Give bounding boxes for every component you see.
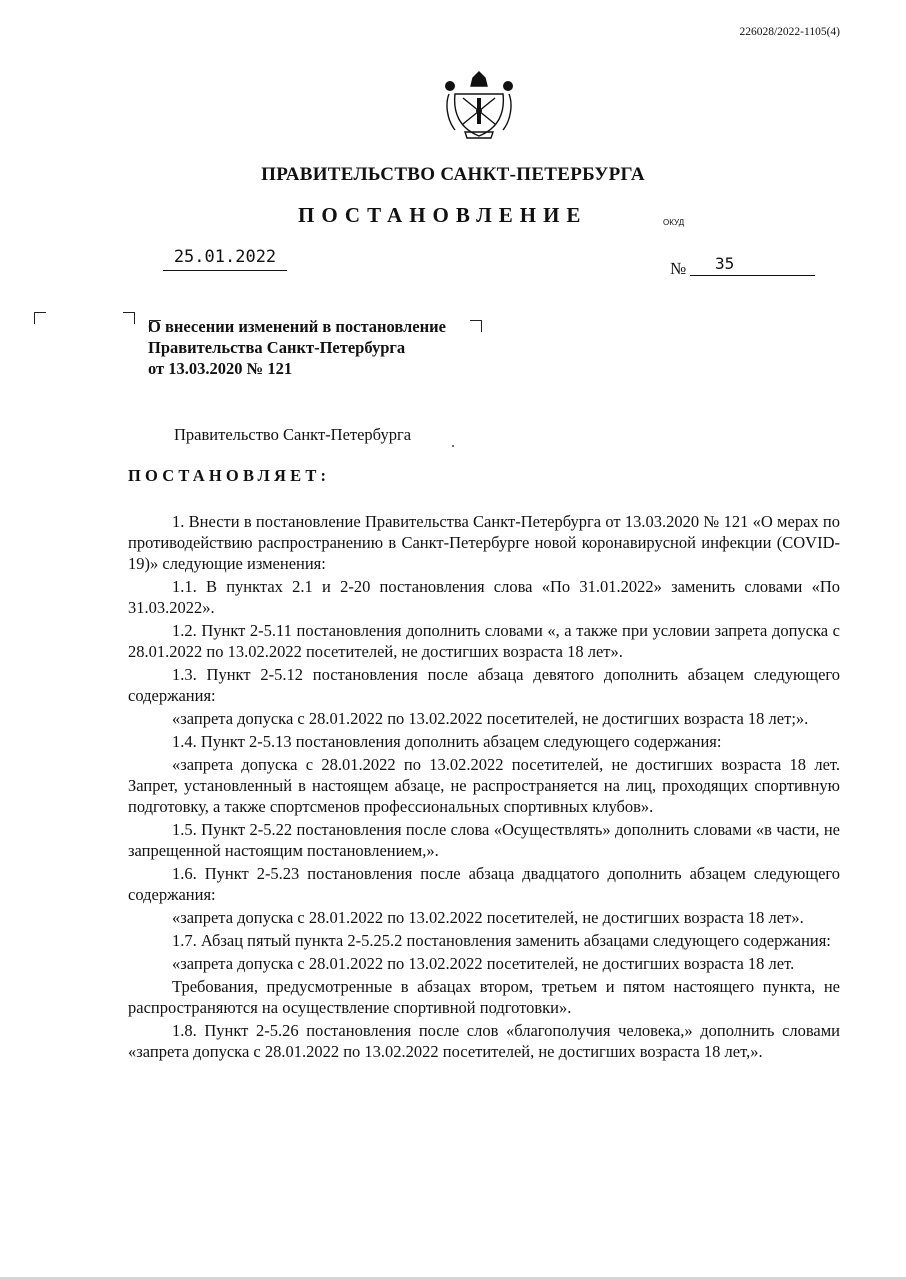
document-subject — [148, 316, 446, 379]
subject-line: от 13.03.2020 № 121 — [148, 359, 293, 378]
body-paragraph: 1.6. Пункт 2-5.23 постановления после абзаца двадцатого дополнить абзацем следующего содержания: — [128, 864, 840, 904]
intro-line: Правительство Санкт-Петербурга — [174, 425, 412, 444]
body-paragraph: 1.8. Пункт 2-5.26 постановления после слов «благополучия человека,» дополнить словами «запрета допуска с 28.01.2022 по 13.02.2022 посетителей, не достигших возраста 18 лет,». — [128, 1021, 840, 1061]
doc-registration-number: 226028/2022-1105(4) — [739, 26, 840, 38]
body-paragraph: 1.5. Пункт 2-5.22 постановления после слова «Осуществлять» дополнить словами «в части, не запрещенной настоящим постановлением,». — [128, 820, 840, 860]
document-number: 35 — [690, 254, 815, 276]
number-sign: № — [670, 259, 687, 278]
resolves-heading: ПОСТАНОВЛЯЕТ: — [128, 466, 331, 485]
subject-line: О внесении изменений в постановление — [148, 317, 446, 336]
st-petersburg-coat-of-arms-icon — [441, 64, 517, 140]
okud-label: ОКУД — [663, 218, 685, 227]
body-paragraph: 1.1. В пунктах 2.1 и 2-20 постановления слова «По 31.01.2022» заменить словами «По 31.03.2022». — [128, 577, 840, 617]
document-date: 25.01.2022 — [163, 247, 287, 271]
corner-mark — [123, 312, 135, 324]
body-paragraph: «запрета допуска с 28.01.2022 по 13.02.2022 посетителей, не достигших возраста 18 лет. Запрет, установленный в настоящем абзаце, не распространяется на лиц, проходящих спортивную подготовку, а также спортсменов профессиональных спортивных клубов». — [128, 755, 840, 816]
scan-speck — [452, 445, 454, 447]
body-paragraph: 1.4. Пункт 2-5.13 постановления дополнить абзацем следующего содержания: — [172, 732, 722, 751]
body-paragraph: 1.2. Пункт 2-5.11 постановления дополнить словами «, а также при условии запрета допуска с 28.01.2022 по 13.02.2022 посетителей, не достигших возраста 18 лет». — [128, 621, 840, 661]
body-paragraph: Требования, предусмотренные в абзацах втором, третьем и пятом настоящего пункта, не распространяются на осуществление спортивной подготовки». — [128, 977, 840, 1017]
body-paragraph: «запрета допуска с 28.01.2022 по 13.02.2022 посетителей, не достигших возраста 18 лет. — [172, 954, 795, 973]
document-type-title: ПОСТАНОВЛЕНИЕ — [298, 203, 588, 227]
body-paragraph: «запрета допуска с 28.01.2022 по 13.02.2022 посетителей, не достигших возраста 18 лет;». — [172, 709, 809, 728]
body-paragraph: 1. Внести в постановление Правительства Санкт-Петербурга от 13.03.2020 № 121 «О мерах по противодействию распространению в Санкт-Петербурге новой коронавирусной инфекции (COVID-19)» следующие изменения: — [128, 512, 840, 573]
document-body — [128, 511, 840, 1062]
body-paragraph: 1.3. Пункт 2-5.12 постановления после абзаца девятого дополнить абзацем следующего содержания: — [128, 665, 840, 705]
body-paragraph: «запрета допуска с 28.01.2022 по 13.02.2022 посетителей, не достигших возраста 18 лет». — [172, 908, 804, 927]
body-paragraph: 1.7. Абзац пятый пункта 2-5.25.2 постановления заменить абзацами следующего содержания: — [172, 931, 831, 950]
government-title: ПРАВИТЕЛЬСТВО САНКТ-ПЕТЕРБУРГА — [261, 164, 645, 185]
corner-mark — [34, 312, 46, 324]
subject-line: Правительства Санкт-Петербурга — [148, 338, 406, 357]
corner-mark — [470, 320, 482, 332]
